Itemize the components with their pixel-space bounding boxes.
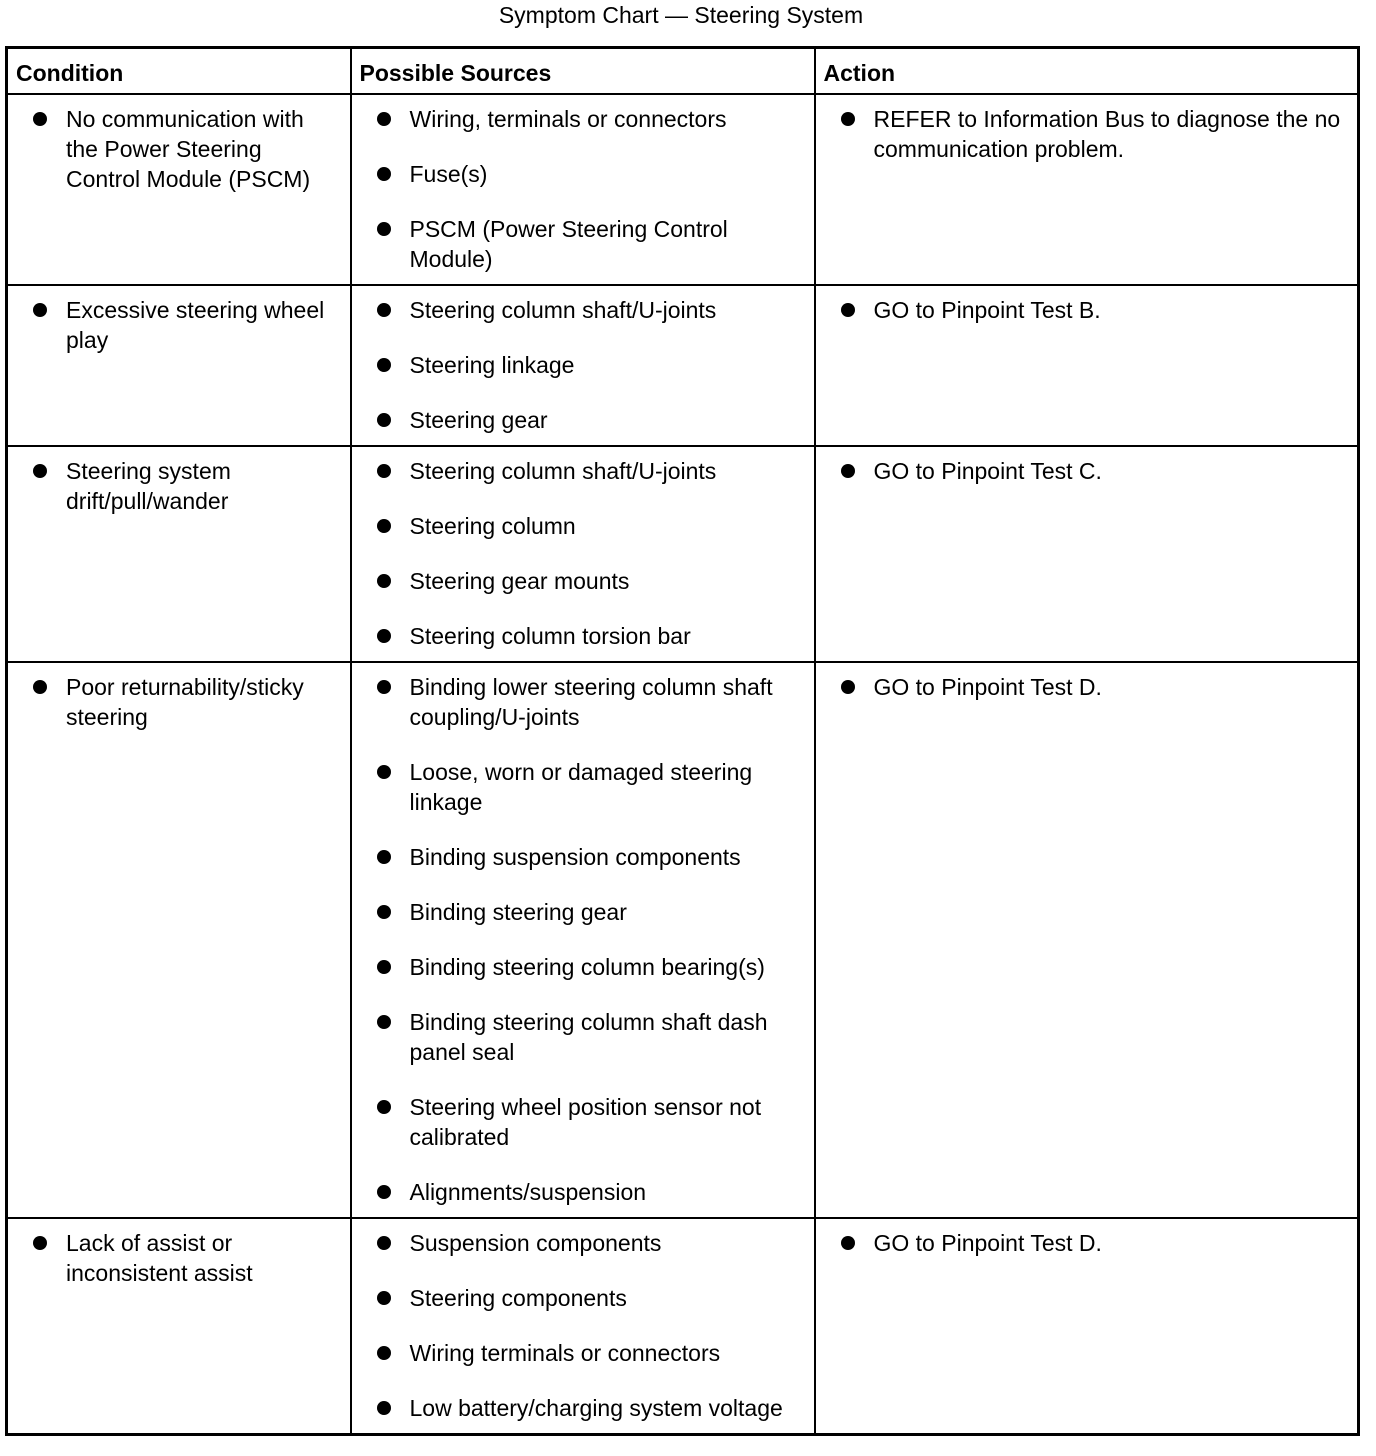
table-row [7, 446, 1359, 662]
list-item-text: Binding suspension components [409, 844, 741, 870]
bullet-icon [377, 222, 391, 236]
action-cell [815, 94, 1359, 285]
list-item-text: Binding lower steering column shaft coupling/U-joints [409, 674, 773, 730]
condition-cell [7, 285, 351, 446]
bullet-list [816, 663, 1358, 712]
bullet-icon [377, 464, 391, 478]
list-item-text: Steering gear mounts [409, 568, 630, 594]
list-item-text: Steering system drift/pull/wander [66, 458, 231, 514]
list-item [816, 104, 1350, 164]
table-header-row [7, 48, 1359, 95]
list-item-text: REFER to Information Bus to diagnose the no communication problem. [873, 106, 1341, 162]
bullet-list [816, 1219, 1358, 1268]
list-item [352, 1283, 806, 1313]
bullet-icon [377, 1185, 391, 1199]
table-body [7, 94, 1359, 1435]
condition-cell [7, 662, 351, 1218]
list-item [816, 295, 1350, 325]
bullet-icon [377, 1291, 391, 1305]
list-item [352, 952, 806, 982]
list-item-text: Poor returnability/sticky steering [66, 674, 304, 730]
possible-sources-cell [351, 662, 815, 1218]
list-item [352, 456, 806, 486]
list-item [352, 159, 806, 189]
bullet-list [352, 447, 814, 661]
list-item-text: Alignments/suspension [409, 1179, 647, 1205]
bullet-icon [377, 1100, 391, 1114]
condition-cell [7, 1218, 351, 1435]
bullet-list [8, 447, 350, 526]
bullet-icon [377, 765, 391, 779]
bullet-icon [377, 1015, 391, 1029]
list-item [352, 1393, 806, 1423]
list-item-text: Steering linkage [409, 352, 575, 378]
list-item [352, 672, 806, 732]
list-item [352, 511, 806, 541]
table-row [7, 662, 1359, 1218]
list-item [352, 1228, 806, 1258]
possible-sources-cell [351, 285, 815, 446]
list-item-text: Fuse(s) [409, 161, 488, 187]
bullet-icon [841, 1236, 855, 1250]
bullet-icon [377, 1346, 391, 1360]
list-item-text: Steering gear [409, 407, 548, 433]
list-item-text: Binding steering gear [409, 899, 627, 925]
bullet-icon [841, 303, 855, 317]
list-item-text: GO to Pinpoint Test B. [873, 297, 1101, 323]
action-cell [815, 285, 1359, 446]
list-item-text: GO to Pinpoint Test D. [873, 674, 1102, 700]
bullet-list [816, 447, 1358, 496]
bullet-list [8, 95, 350, 204]
list-item [352, 1338, 806, 1368]
list-item [352, 295, 806, 325]
bullet-icon [841, 112, 855, 126]
bullet-icon [841, 464, 855, 478]
bullet-icon [377, 574, 391, 588]
bullet-icon [377, 629, 391, 643]
list-item [352, 897, 806, 927]
list-item-text: No communication with the Power Steering Control Module (PSCM) [66, 106, 311, 192]
list-item [352, 1177, 806, 1207]
list-item [352, 214, 806, 274]
list-item [8, 104, 342, 194]
bullet-icon [33, 303, 47, 317]
bullet-list [352, 286, 814, 445]
list-item [352, 1007, 806, 1067]
condition-cell [7, 446, 351, 662]
bullet-icon [377, 112, 391, 126]
action-cell [815, 446, 1359, 662]
list-item-text: PSCM (Power Steering Control Module) [409, 216, 728, 272]
bullet-icon [377, 1401, 391, 1415]
bullet-icon [33, 1236, 47, 1250]
action-cell [815, 662, 1359, 1218]
bullet-icon [33, 680, 47, 694]
list-item-text: Wiring terminals or connectors [409, 1340, 721, 1366]
bullet-icon [33, 464, 47, 478]
list-item-text: Excessive steering wheel play [66, 297, 325, 353]
list-item [352, 757, 806, 817]
list-item [352, 621, 806, 651]
bullet-icon [377, 358, 391, 372]
action-cell [815, 1218, 1359, 1435]
list-item [816, 1228, 1350, 1258]
list-item [8, 295, 342, 355]
table-row [7, 1218, 1359, 1435]
list-item-text: Steering column shaft/U-joints [409, 297, 717, 323]
list-item-text: GO to Pinpoint Test D. [873, 1230, 1102, 1256]
bullet-icon [841, 680, 855, 694]
bullet-icon [377, 519, 391, 533]
list-item [352, 104, 806, 134]
list-item-text: Steering components [409, 1285, 627, 1311]
bullet-list [8, 663, 350, 742]
bullet-icon [377, 1236, 391, 1250]
list-item-text: Suspension components [409, 1230, 662, 1256]
possible-sources-cell [351, 446, 815, 662]
bullet-icon [377, 413, 391, 427]
list-item-text: Binding steering column bearing(s) [409, 954, 765, 980]
condition-column-header: Condition [7, 48, 351, 95]
list-item-text: Loose, worn or damaged steering linkage [409, 759, 753, 815]
bullet-icon [377, 303, 391, 317]
bullet-icon [377, 960, 391, 974]
table-row [7, 94, 1359, 285]
action-column-header: Action [815, 48, 1359, 95]
list-item [816, 672, 1350, 702]
list-item-text: Steering column shaft/U-joints [409, 458, 717, 484]
bullet-list [8, 286, 350, 365]
bullet-list [352, 663, 814, 1217]
bullet-icon [377, 905, 391, 919]
list-item [352, 842, 806, 872]
list-item [8, 1228, 342, 1288]
bullet-icon [377, 850, 391, 864]
list-item-text: Wiring, terminals or connectors [409, 106, 727, 132]
list-item [8, 672, 342, 732]
list-item [352, 1092, 806, 1152]
list-item-text: Low battery/charging system voltage [409, 1395, 783, 1421]
possible-sources-column-header: Possible Sources [351, 48, 815, 95]
list-item-text: Steering column torsion bar [409, 623, 691, 649]
list-item-text: Lack of assist or inconsistent assist [66, 1230, 253, 1286]
list-item-text: Steering wheel position sensor not calibrated [409, 1094, 762, 1150]
bullet-list [816, 286, 1358, 335]
bullet-icon [377, 167, 391, 181]
page-title: Symptom Chart — Steering System [498, 2, 864, 28]
bullet-list [352, 1219, 814, 1433]
list-item [352, 405, 806, 435]
bullet-list [816, 95, 1358, 174]
list-item [8, 456, 342, 516]
bullet-list [352, 95, 814, 284]
condition-cell [7, 94, 351, 285]
symptom-table [5, 46, 1360, 1436]
list-item-text: Steering column [409, 513, 576, 539]
possible-sources-cell [351, 94, 815, 285]
table-row [7, 285, 1359, 446]
bullet-list [8, 1219, 350, 1298]
list-item [352, 350, 806, 380]
bullet-icon [33, 112, 47, 126]
list-item [352, 566, 806, 596]
list-item-text: Binding steering column shaft dash panel seal [409, 1009, 768, 1065]
possible-sources-cell [351, 1218, 815, 1435]
list-item-text: GO to Pinpoint Test C. [873, 458, 1102, 484]
bullet-icon [377, 680, 391, 694]
list-item [816, 456, 1350, 486]
